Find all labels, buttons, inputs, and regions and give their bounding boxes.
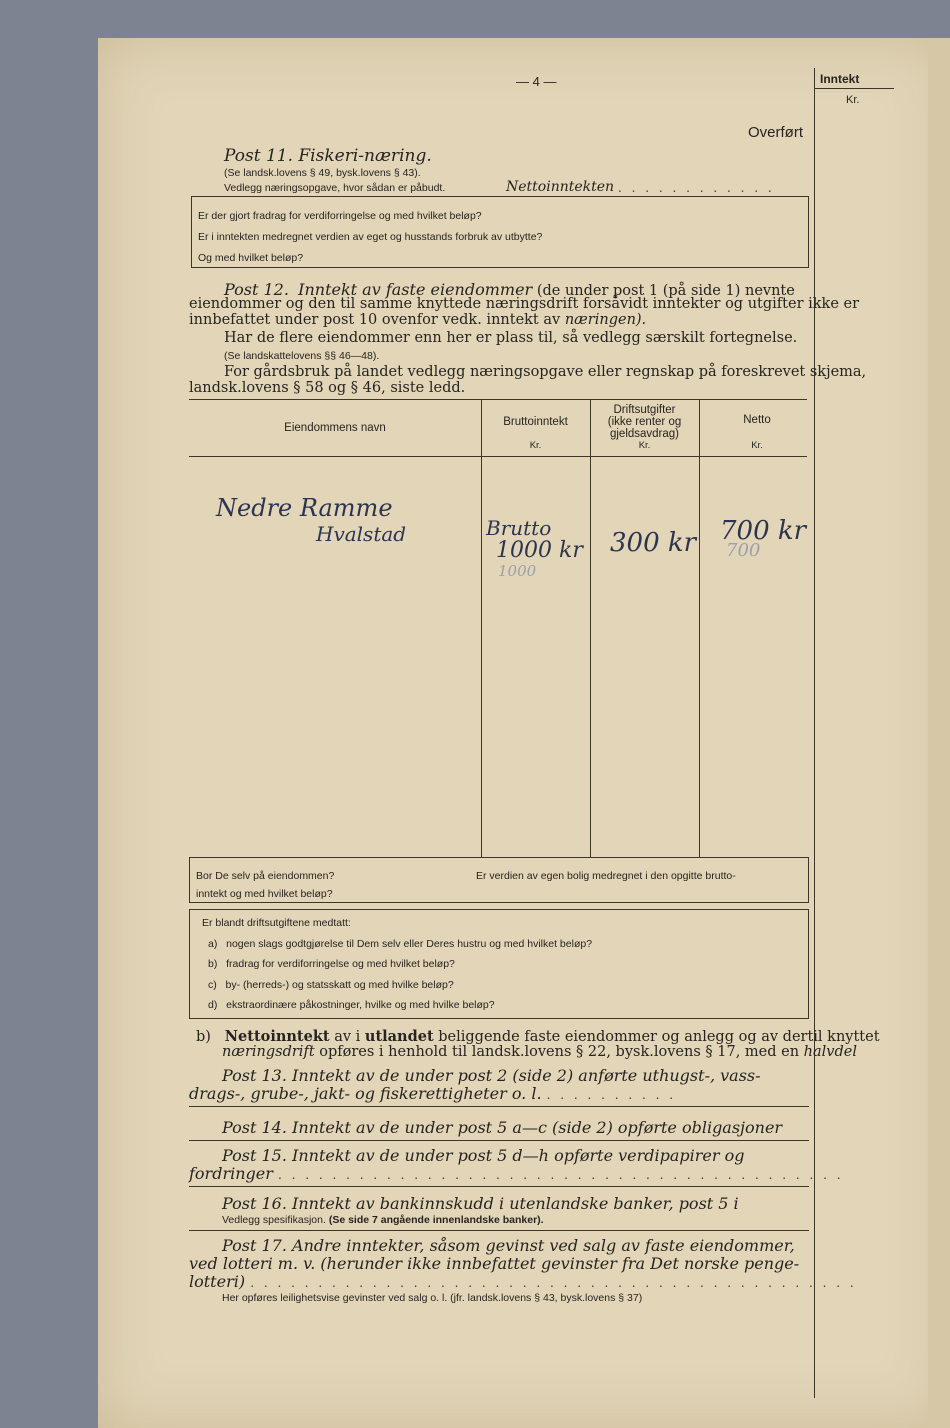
post16-rule (189, 1230, 809, 1231)
leader-dots: . . . . . . . . . . . . . . . . . . . . . . . . . . . . . . . . . . . . . . . . . . (277, 1168, 844, 1182)
item-text: fradrag for verdiforringelse og med hvilket beløp? (226, 958, 455, 970)
leader-dots: . . . . . . . . . . . . (618, 181, 775, 195)
box2-question-1: Bor De selv på eiendommen? (196, 870, 335, 882)
section-b-line1 (196, 1028, 880, 1045)
item-text: ekstraordinære påkostninger, hvilke og med hvilke beløp? (226, 999, 495, 1011)
post12-line2: eiendommer og den til samme knyttede næringsdrift forsåvidt inntekter og utgifter ikke er (189, 296, 860, 312)
box2-question-3: inntekt og med hvilket beløp? (196, 888, 333, 900)
handwritten-property-name: Nedre Ramme (216, 494, 393, 522)
post12-line6: landsk.lovens § 58 og § 46, siste ledd. (189, 380, 466, 396)
table-col-divider-2 (590, 399, 591, 857)
post12-line3-pre: innbefattet under post 10 ovenfor vedk. inntekt av (189, 312, 561, 328)
section-b-halvdel: halvdel (803, 1044, 857, 1060)
post17-line1: Post 17. Andre inntekter, såsom gevinst ved salg av faste eiendommer, (222, 1236, 795, 1255)
document-page (98, 38, 950, 1428)
item-text: by- (herreds-) og statsskatt og med hvilke beløp? (225, 979, 454, 991)
post15-line2-text: fordringer (189, 1164, 273, 1183)
post16-line1: Post 16. Inntekt av bankinnskudd i utenlandske banker, post 5 i (222, 1194, 739, 1213)
page-edge-shadow (928, 38, 950, 1428)
col-header-drift (590, 404, 699, 440)
table-header-rule (189, 456, 807, 457)
drift-header-line: Driftsutgifter (613, 404, 676, 416)
post12-line4: Har de flere eiendommer enn her er plass til, så vedlegg særskilt fortegnelse. (224, 330, 798, 346)
box1-question-3: Og med hvilket beløp? (198, 252, 304, 264)
post15-line1: Post 15. Inntekt av de under post 5 d—h opførte verdipapirer og (222, 1146, 745, 1165)
post13-line2 (189, 1084, 676, 1103)
post11-ref: (Se landsk.lovens § 49, bysk.lovens § 43). (224, 167, 421, 179)
section-b-av-i: av i (334, 1029, 361, 1045)
box3-item-c (208, 979, 454, 991)
box2-question-2: Er verdien av egen bolig medregnet i den opgitte brutto- (476, 870, 736, 882)
post17-line2: ved lotteri m. v. (herunder ikke innbefattet gevinster fra Det norske penge- (189, 1254, 800, 1273)
box3-title: Er blandt driftsutgiftene medtatt: (202, 917, 351, 929)
post17-line3-text: lotteri) (189, 1272, 246, 1291)
box3-item-b (208, 958, 455, 970)
side-column-header: Inntekt (820, 72, 860, 86)
post12-title: Inntekt av faste eiendommer (298, 280, 533, 299)
post13-rule (189, 1106, 809, 1107)
post16-sub-pre: Vedlegg spesifikasjon. (222, 1214, 326, 1226)
handwritten-brutto-value: 1000 kr (496, 538, 583, 563)
section-b-utlandet: utlandet (364, 1028, 434, 1045)
box1-question-1: Er der gjort fradrag for verdiforringelse og med hvilket beløp? (198, 210, 482, 222)
post11-netto: Nettoinntekten (506, 179, 615, 195)
box1-question-2: Er i inntekten medregnet verdien av eget og husstands forbruk av utbytte? (198, 231, 543, 243)
handwritten-property-place: Hvalstad (316, 522, 407, 546)
col-unit-brutto: Kr. (529, 440, 542, 451)
item-letter: a) (208, 938, 218, 950)
item-letter: d) (208, 999, 218, 1011)
section-b-bold: Nettoinntekt (224, 1028, 330, 1045)
table-top-rule (189, 399, 807, 400)
leader-dots: . . . . . . . . . . . . . . . . . . . . . . . . . . . . . . . . . . . . . . . . . . . . . (250, 1276, 857, 1290)
drift-header-line: gjeldsavdrag) (609, 428, 680, 440)
handwritten-netto-value: 700 kr (720, 516, 807, 546)
table-col-divider-1 (481, 399, 482, 857)
post14-rule (189, 1140, 809, 1141)
col-unit-drift: Kr. (638, 440, 651, 451)
item-text: nogen slags godtgjørelse til Dem selv eller Deres hustru og med hvilket beløp? (226, 938, 593, 950)
post13-line1: Post 13. Inntekt av de under post 2 (side 2) anførte uthugst-, vass- (222, 1066, 761, 1085)
handwritten-netto-faint: 700 (726, 540, 761, 561)
table-col-divider-3 (699, 399, 700, 857)
post12-line5: For gårdsbruk på landet vedlegg næringsopgave eller regnskap på foreskrevet skjema, (224, 364, 867, 380)
post15-line2 (189, 1164, 844, 1183)
post16-sub (222, 1214, 544, 1226)
post14-line1: Post 14. Inntekt av de under post 5 a—c (side 2) opførte obligasjoner (222, 1118, 783, 1137)
col-unit-netto: Kr. (751, 440, 763, 451)
section-b-line2 (222, 1044, 857, 1060)
col-header-name: Eiendommens navn (284, 422, 386, 434)
side-column-divider (814, 68, 815, 1398)
post17-line3 (189, 1272, 857, 1291)
item-letter: c) (208, 979, 217, 991)
section-b-rest2: opføres i henhold til landsk.lovens § 22, bysk.lovens § 17, med en (319, 1044, 800, 1060)
page-number: — 4 — (516, 74, 557, 89)
handwritten-brutto-faint: 1000 (498, 562, 537, 580)
post12-ref: (Se landskattelovens §§ 46—48). (224, 350, 380, 362)
post12-line3-ital: næringen). (564, 312, 647, 328)
section-b-rest1: beliggende faste eiendommer og anlegg og av dertil knyttet (438, 1029, 880, 1045)
drift-header-line: (ikke renter og (607, 416, 682, 428)
post16-sub-bold: (Se side 7 angående innenlandske banker). (328, 1214, 544, 1226)
section-b-ital2: næringsdrift (222, 1044, 315, 1060)
item-letter: b) (208, 958, 218, 970)
post12-line3 (189, 312, 646, 328)
col-header-netto: Netto (743, 414, 771, 426)
post17-note: Her opføres leilighetsvise gevinster ved salg o. l. (jfr. landsk.lovens § 43, bysk.lovens § 37) (222, 1292, 643, 1304)
col-header-brutto: Bruttoinntekt (503, 416, 568, 428)
side-header-rule (814, 88, 894, 89)
handwritten-brutto-label: Brutto (486, 516, 552, 540)
side-column-unit: Kr. (846, 94, 860, 106)
post15-rule (189, 1186, 809, 1187)
handwritten-drift-value: 300 kr (610, 528, 697, 558)
post11-vedlegg: Vedlegg næringsopgave, hvor sådan er påbudt. (224, 182, 446, 194)
post12-line1-rest: (de under post 1 (på side 1) nevnte (536, 283, 795, 299)
leader-dots: . . . . . . . . . . (546, 1088, 677, 1102)
section-b-letter: b) (196, 1029, 211, 1045)
post11-title: Post 11. Fiskeri-næring. (224, 146, 432, 166)
overfort-label: Overført (748, 124, 803, 141)
post13-line2-text: drags-, grube-, jakt- og fiskerettigheter o. l. (189, 1084, 542, 1103)
box3-item-a (208, 938, 592, 950)
post12-label: Post 12. (224, 280, 289, 299)
box3-item-d (208, 999, 495, 1011)
